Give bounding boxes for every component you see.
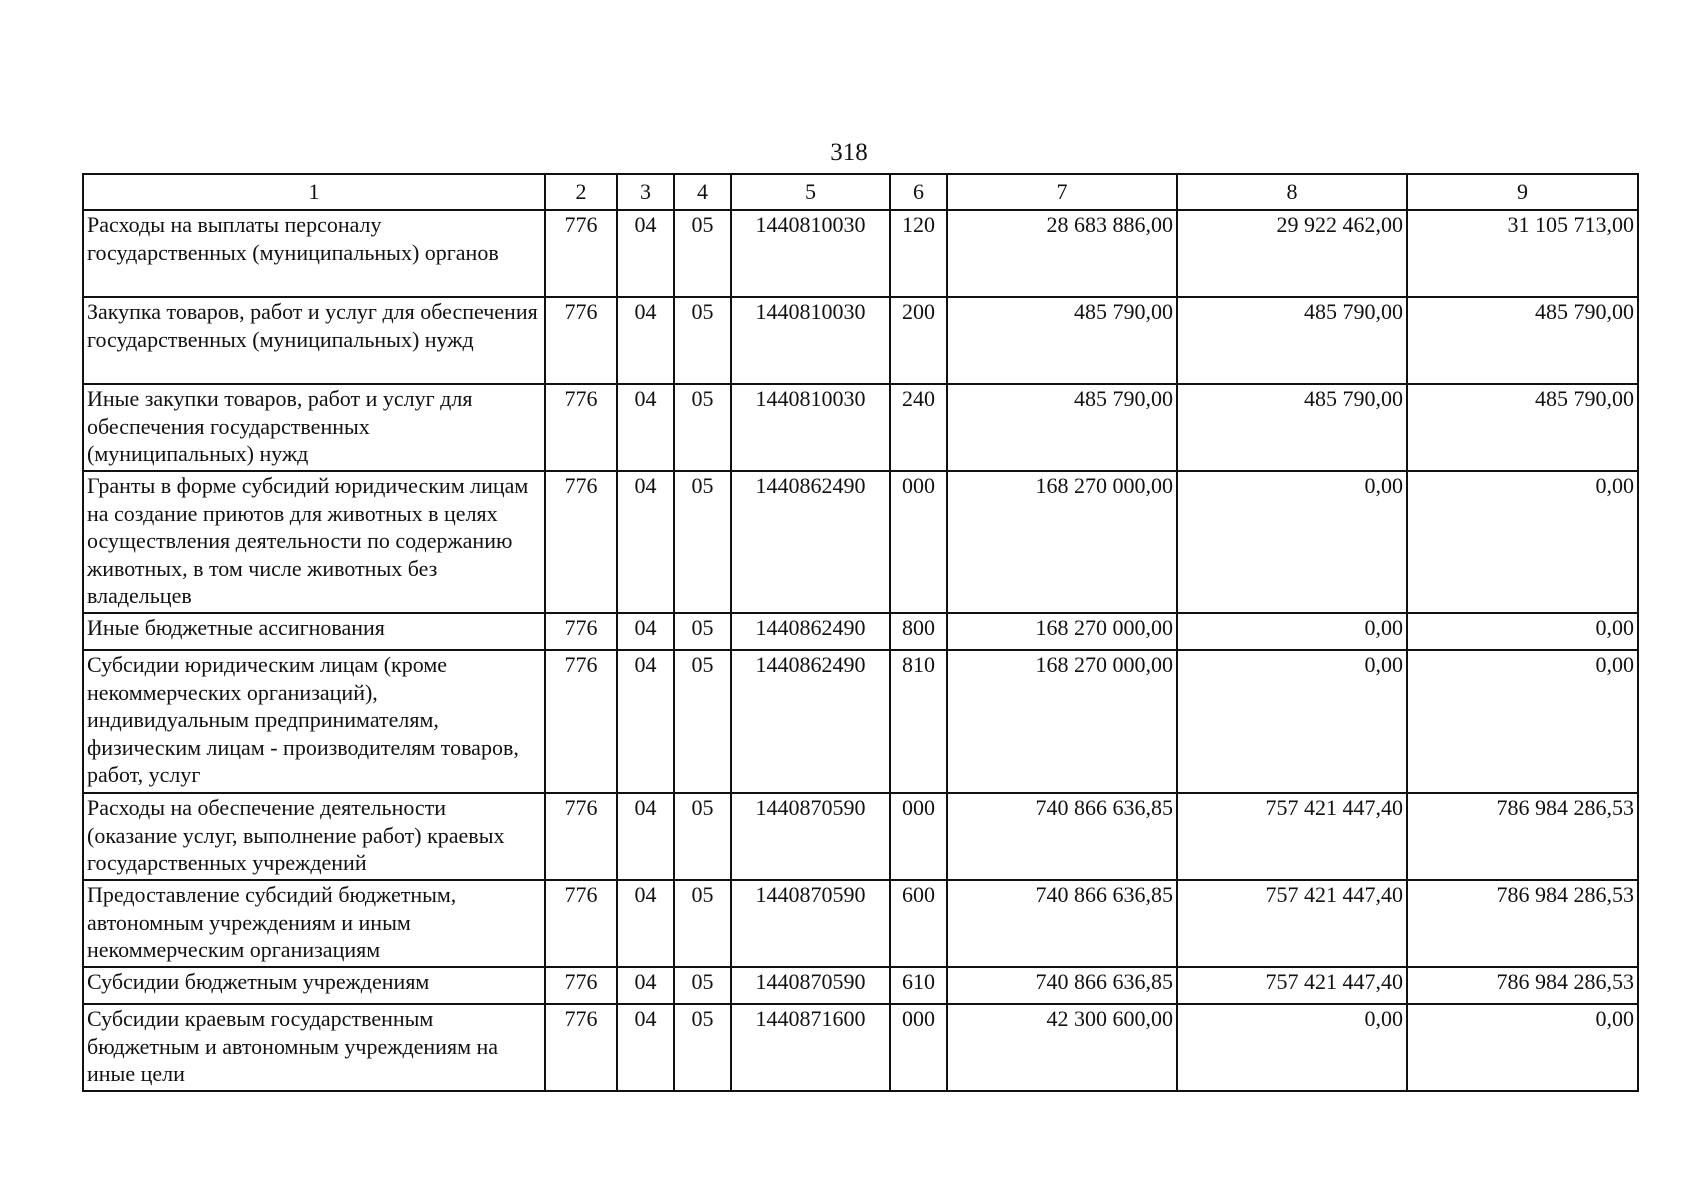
subsection-code-cell: 05 bbox=[674, 650, 731, 793]
expense-name-cell: Субсидии бюджетным учреждениям bbox=[83, 967, 545, 1004]
target-article-cell: 1440871600 bbox=[731, 1004, 890, 1091]
table-row bbox=[83, 967, 1638, 1004]
target-article-cell: 1440870590 bbox=[731, 967, 890, 1004]
amount-col7-cell: 168 270 000,00 bbox=[947, 471, 1177, 613]
expense-type-cell: 810 bbox=[890, 650, 947, 793]
column-header: 9 bbox=[1407, 174, 1638, 210]
amount-col9-cell: 786 984 286,53 bbox=[1407, 967, 1638, 1004]
page-number: 318 bbox=[830, 139, 868, 166]
target-article-cell: 1440862490 bbox=[731, 471, 890, 613]
expense-type-cell: 610 bbox=[890, 967, 947, 1004]
target-article-cell: 1440862490 bbox=[731, 650, 890, 793]
expense-type-cell: 240 bbox=[890, 384, 947, 471]
amount-col7-cell: 42 300 600,00 bbox=[947, 1004, 1177, 1091]
amount-col7-cell: 168 270 000,00 bbox=[947, 613, 1177, 650]
section-code-cell: 04 bbox=[617, 793, 674, 880]
column-header: 7 bbox=[947, 174, 1177, 210]
amount-col8-cell: 0,00 bbox=[1177, 1004, 1407, 1091]
expense-name-cell: Предоставление субсидий бюджетным, автономным учреждениям и иным некоммерческим организациям bbox=[83, 880, 545, 967]
expense-type-cell: 000 bbox=[890, 793, 947, 880]
table-row bbox=[83, 880, 1638, 967]
table-row bbox=[83, 471, 1638, 613]
ministry-code-cell: 776 bbox=[545, 880, 617, 967]
amount-col7-cell: 168 270 000,00 bbox=[947, 650, 1177, 793]
expense-name-cell: Расходы на обеспечение деятельности (оказание услуг, выполнение работ) краевых государственных учреждений bbox=[83, 793, 545, 880]
section-code-cell: 04 bbox=[617, 880, 674, 967]
budget-table bbox=[82, 173, 1639, 1092]
expense-name-cell: Субсидии юридическим лицам (кроме некоммерческих организаций), индивидуальным предпринимателям, физическим лицам - производителям товаров, работ, услуг bbox=[83, 650, 545, 793]
expense-name-cell: Иные закупки товаров, работ и услуг для обеспечения государственных (муниципальных) нужд bbox=[83, 384, 545, 471]
amount-col8-cell: 757 421 447,40 bbox=[1177, 793, 1407, 880]
amount-col9-cell: 786 984 286,53 bbox=[1407, 880, 1638, 967]
table-row bbox=[83, 1004, 1638, 1091]
subsection-code-cell: 05 bbox=[674, 1004, 731, 1091]
amount-col8-cell: 485 790,00 bbox=[1177, 384, 1407, 471]
ministry-code-cell: 776 bbox=[545, 384, 617, 471]
section-code-cell: 04 bbox=[617, 210, 674, 297]
column-header: 6 bbox=[890, 174, 947, 210]
table-row bbox=[83, 210, 1638, 297]
amount-col8-cell: 757 421 447,40 bbox=[1177, 967, 1407, 1004]
table-row bbox=[83, 650, 1638, 793]
subsection-code-cell: 05 bbox=[674, 210, 731, 297]
amount-col9-cell: 0,00 bbox=[1407, 650, 1638, 793]
section-code-cell: 04 bbox=[617, 650, 674, 793]
header-row bbox=[83, 174, 1638, 210]
subsection-code-cell: 05 bbox=[674, 384, 731, 471]
column-header: 5 bbox=[731, 174, 890, 210]
ministry-code-cell: 776 bbox=[545, 471, 617, 613]
ministry-code-cell: 776 bbox=[545, 613, 617, 650]
section-code-cell: 04 bbox=[617, 1004, 674, 1091]
table-row bbox=[83, 297, 1638, 384]
ministry-code-cell: 776 bbox=[545, 967, 617, 1004]
subsection-code-cell: 05 bbox=[674, 967, 731, 1004]
expense-name-cell: Иные бюджетные ассигнования bbox=[83, 613, 545, 650]
column-header: 1 bbox=[83, 174, 545, 210]
expense-name-cell: Субсидии краевым государственным бюджетным и автономным учреждениям на иные цели bbox=[83, 1004, 545, 1091]
amount-col9-cell: 0,00 bbox=[1407, 613, 1638, 650]
table-row bbox=[83, 384, 1638, 471]
expense-type-cell: 200 bbox=[890, 297, 947, 384]
ministry-code-cell: 776 bbox=[545, 650, 617, 793]
section-code-cell: 04 bbox=[617, 297, 674, 384]
ministry-code-cell: 776 bbox=[545, 210, 617, 297]
target-article-cell: 1440862490 bbox=[731, 613, 890, 650]
column-header: 2 bbox=[545, 174, 617, 210]
amount-col7-cell: 740 866 636,85 bbox=[947, 967, 1177, 1004]
expense-type-cell: 120 bbox=[890, 210, 947, 297]
amount-col9-cell: 485 790,00 bbox=[1407, 297, 1638, 384]
column-header: 4 bbox=[674, 174, 731, 210]
section-code-cell: 04 bbox=[617, 967, 674, 1004]
table-row bbox=[83, 793, 1638, 880]
amount-col8-cell: 0,00 bbox=[1177, 650, 1407, 793]
amount-col8-cell: 29 922 462,00 bbox=[1177, 210, 1407, 297]
amount-col8-cell: 0,00 bbox=[1177, 471, 1407, 613]
amount-col8-cell: 0,00 bbox=[1177, 613, 1407, 650]
amount-col7-cell: 485 790,00 bbox=[947, 384, 1177, 471]
subsection-code-cell: 05 bbox=[674, 880, 731, 967]
amount-col7-cell: 485 790,00 bbox=[947, 297, 1177, 384]
ministry-code-cell: 776 bbox=[545, 1004, 617, 1091]
subsection-code-cell: 05 bbox=[674, 297, 731, 384]
amount-col7-cell: 740 866 636,85 bbox=[947, 880, 1177, 967]
target-article-cell: 1440810030 bbox=[731, 210, 890, 297]
amount-col8-cell: 757 421 447,40 bbox=[1177, 880, 1407, 967]
amount-col9-cell: 0,00 bbox=[1407, 471, 1638, 613]
expense-name-cell: Закупка товаров, работ и услуг для обеспечения государственных (муниципальных) нужд bbox=[83, 297, 545, 384]
column-header: 8 bbox=[1177, 174, 1407, 210]
expense-type-cell: 000 bbox=[890, 471, 947, 613]
target-article-cell: 1440870590 bbox=[731, 880, 890, 967]
section-code-cell: 04 bbox=[617, 384, 674, 471]
target-article-cell: 1440810030 bbox=[731, 297, 890, 384]
amount-col7-cell: 28 683 886,00 bbox=[947, 210, 1177, 297]
subsection-code-cell: 05 bbox=[674, 793, 731, 880]
column-header: 3 bbox=[617, 174, 674, 210]
expense-type-cell: 000 bbox=[890, 1004, 947, 1091]
ministry-code-cell: 776 bbox=[545, 793, 617, 880]
amount-col9-cell: 31 105 713,00 bbox=[1407, 210, 1638, 297]
amount-col7-cell: 740 866 636,85 bbox=[947, 793, 1177, 880]
target-article-cell: 1440810030 bbox=[731, 384, 890, 471]
ministry-code-cell: 776 bbox=[545, 297, 617, 384]
section-code-cell: 04 bbox=[617, 471, 674, 613]
subsection-code-cell: 05 bbox=[674, 471, 731, 613]
amount-col9-cell: 0,00 bbox=[1407, 1004, 1638, 1091]
table-row bbox=[83, 613, 1638, 650]
expense-type-cell: 600 bbox=[890, 880, 947, 967]
section-code-cell: 04 bbox=[617, 613, 674, 650]
amount-col9-cell: 485 790,00 bbox=[1407, 384, 1638, 471]
subsection-code-cell: 05 bbox=[674, 613, 731, 650]
expense-type-cell: 800 bbox=[890, 613, 947, 650]
expense-name-cell: Расходы на выплаты персоналу государственных (муниципальных) органов bbox=[83, 210, 545, 297]
expense-name-cell: Гранты в форме субсидий юридическим лицам на создание приютов для животных в целях осуществления деятельности по содержанию животных, в том числе животных без владельцев bbox=[83, 471, 545, 613]
amount-col8-cell: 485 790,00 bbox=[1177, 297, 1407, 384]
target-article-cell: 1440870590 bbox=[731, 793, 890, 880]
amount-col9-cell: 786 984 286,53 bbox=[1407, 793, 1638, 880]
